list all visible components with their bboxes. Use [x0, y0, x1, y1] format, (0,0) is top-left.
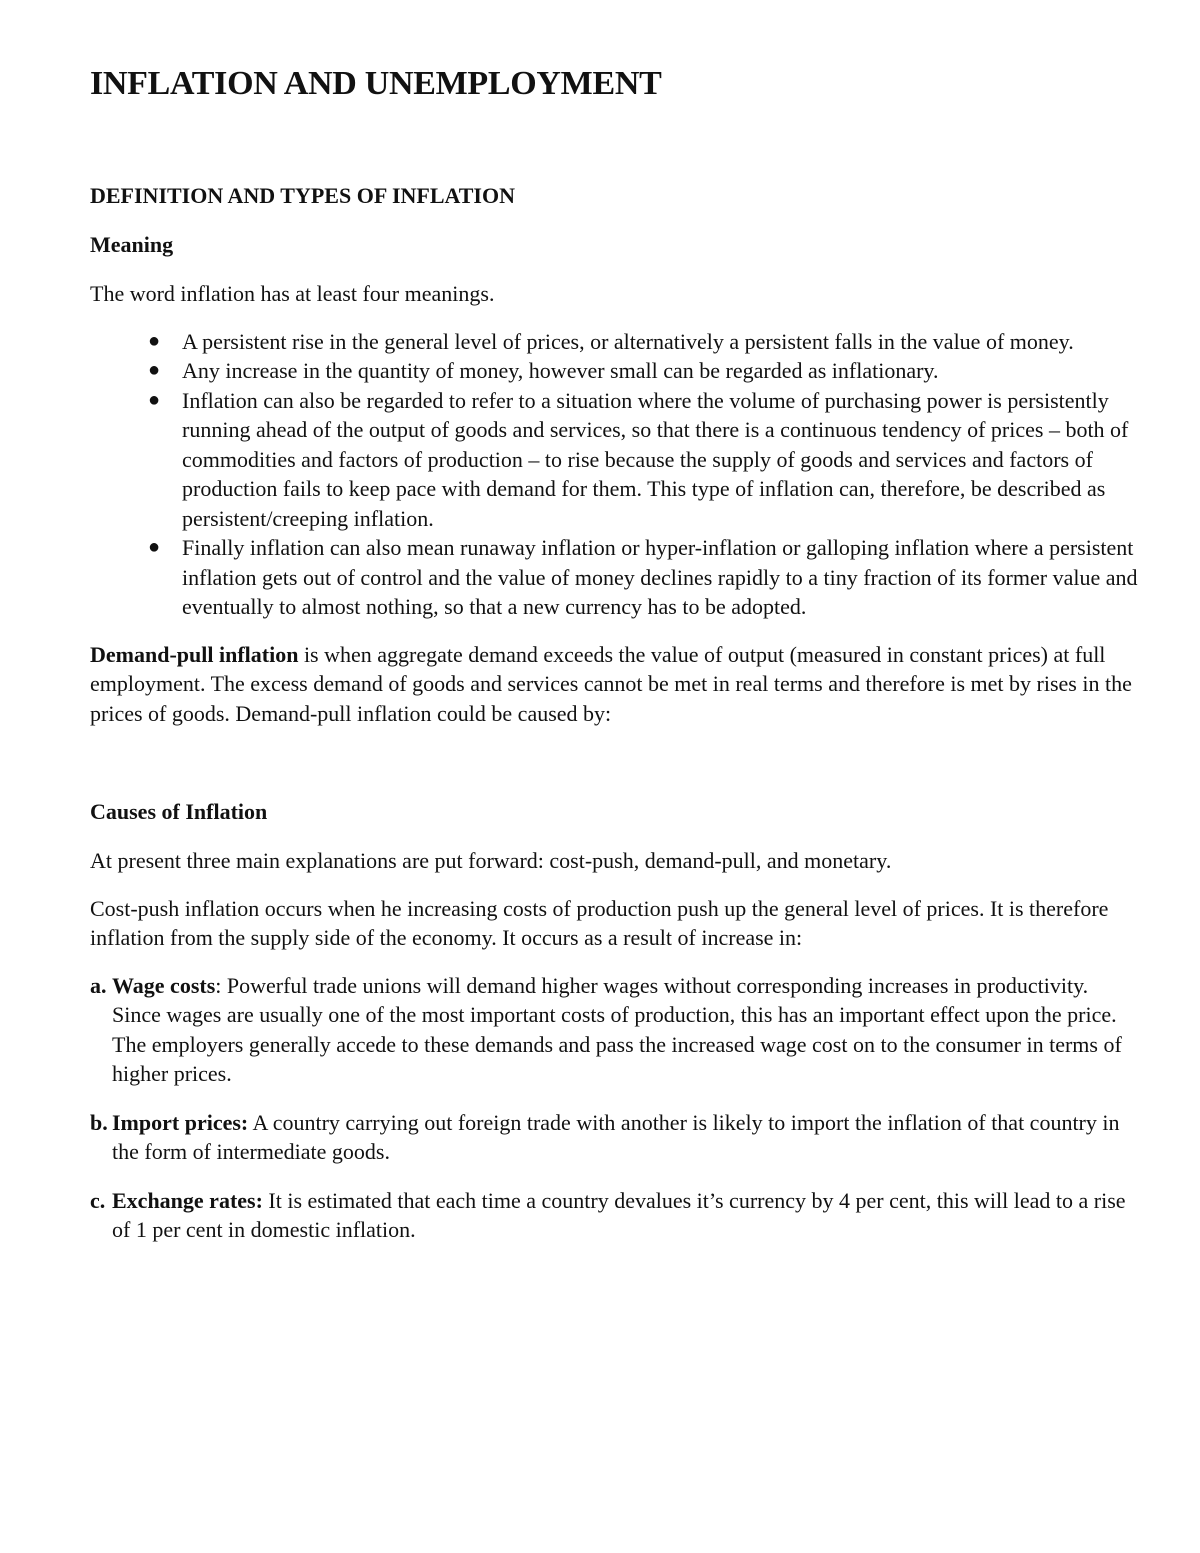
- bullet-icon: ●: [148, 329, 161, 352]
- list-item: [90, 533, 1140, 622]
- list-item: [90, 1108, 1140, 1167]
- cause-term: Import prices:: [112, 1109, 249, 1135]
- list-item: [90, 971, 1140, 1089]
- cause-separator: :: [215, 972, 222, 998]
- causes-list: [90, 971, 1140, 1245]
- list-item-text: Any increase in the quantity of money, however small can be regarded as inflationary.: [182, 358, 939, 383]
- list-item: [90, 386, 1140, 534]
- list-item-letter: b.: [90, 1109, 108, 1135]
- list-item-letter: c.: [90, 1187, 106, 1213]
- cause-text: It is estimated that each time a country devalues it’s currency by 4 per cent, this will lead to a rise of 1 per cent in domestic inflation.: [112, 1187, 1126, 1242]
- bullet-icon: ●: [148, 388, 161, 411]
- cause-text: A country carrying out foreign trade with another is likely to import the inflation of that country in the form of intermediate goods.: [112, 1109, 1120, 1164]
- list-item-letter: a.: [90, 972, 107, 998]
- meaning-intro: The word inflation has at least four meanings.: [90, 281, 495, 306]
- section-heading: DEFINITION AND TYPES OF INFLATION: [90, 183, 515, 208]
- list-item-text: Inflation can also be regarded to refer to a situation where the volume of purchasing power is persistently running ahead of the output of goods and services, so that there is a continuous tendency of prices – both of commodities and factors of production – to rise because the supply of goods and services and factors of production fails to keep pace with demand for them. This type of inflation can, therefore, be described as persistent/creeping inflation.: [182, 387, 1129, 531]
- list-item: [90, 327, 1140, 357]
- document-page: [90, 62, 1140, 1245]
- list-item-text: A persistent rise in the general level of prices, or alternatively a persistent falls in the value of money.: [182, 328, 1074, 354]
- causes-intro: At present three main explanations are put forward: cost-push, demand-pull, and monetary.: [90, 848, 892, 873]
- list-item: [90, 356, 1140, 386]
- causes-heading: Causes of Inflation: [90, 799, 268, 824]
- list-item: [90, 1186, 1140, 1245]
- cause-text: Powerful trade unions will demand higher wages without corresponding increases in productivity. Since wages are usually one of the most important costs of production, this has an important effect upon the price. The employers generally accede to these demands and pass the increased wage cost on to the consumer in terms of higher prices.: [112, 972, 1122, 1086]
- demand-pull-term: Demand-pull inflation: [90, 641, 299, 667]
- list-item-text: Finally inflation can also mean runaway inflation or hyper-inflation or galloping inflation where a persistent inflation gets out of control and the value of money declines rapidly to a tiny fraction of its former value and eventually to almost nothing, so that a new currency has to be adopted.: [182, 535, 1138, 619]
- cause-term: Exchange rates:: [112, 1187, 263, 1213]
- bullet-icon: ●: [148, 536, 161, 558]
- cause-term: Wage costs: [112, 972, 216, 998]
- document-title: INFLATION AND UNEMPLOYMENT: [90, 65, 662, 102]
- demand-pull-paragraph: [90, 640, 1140, 729]
- cost-push-paragraph: Cost-push inflation occurs when he increasing costs of production push up the general level of prices. It is therefore inflation from the supply side of the economy. It occurs as a result of increase in:: [90, 895, 1109, 950]
- meanings-list: [90, 327, 1140, 622]
- bullet-icon: ●: [148, 359, 161, 381]
- meaning-heading: Meaning: [90, 232, 174, 257]
- demand-pull-text: is when aggregate demand exceeds the value of output (measured in constant prices) at full employment. The excess demand of goods and services cannot be met in real terms and therefore is met by rises in the prices of goods. Demand-pull inflation could be caused by:: [90, 641, 1132, 726]
